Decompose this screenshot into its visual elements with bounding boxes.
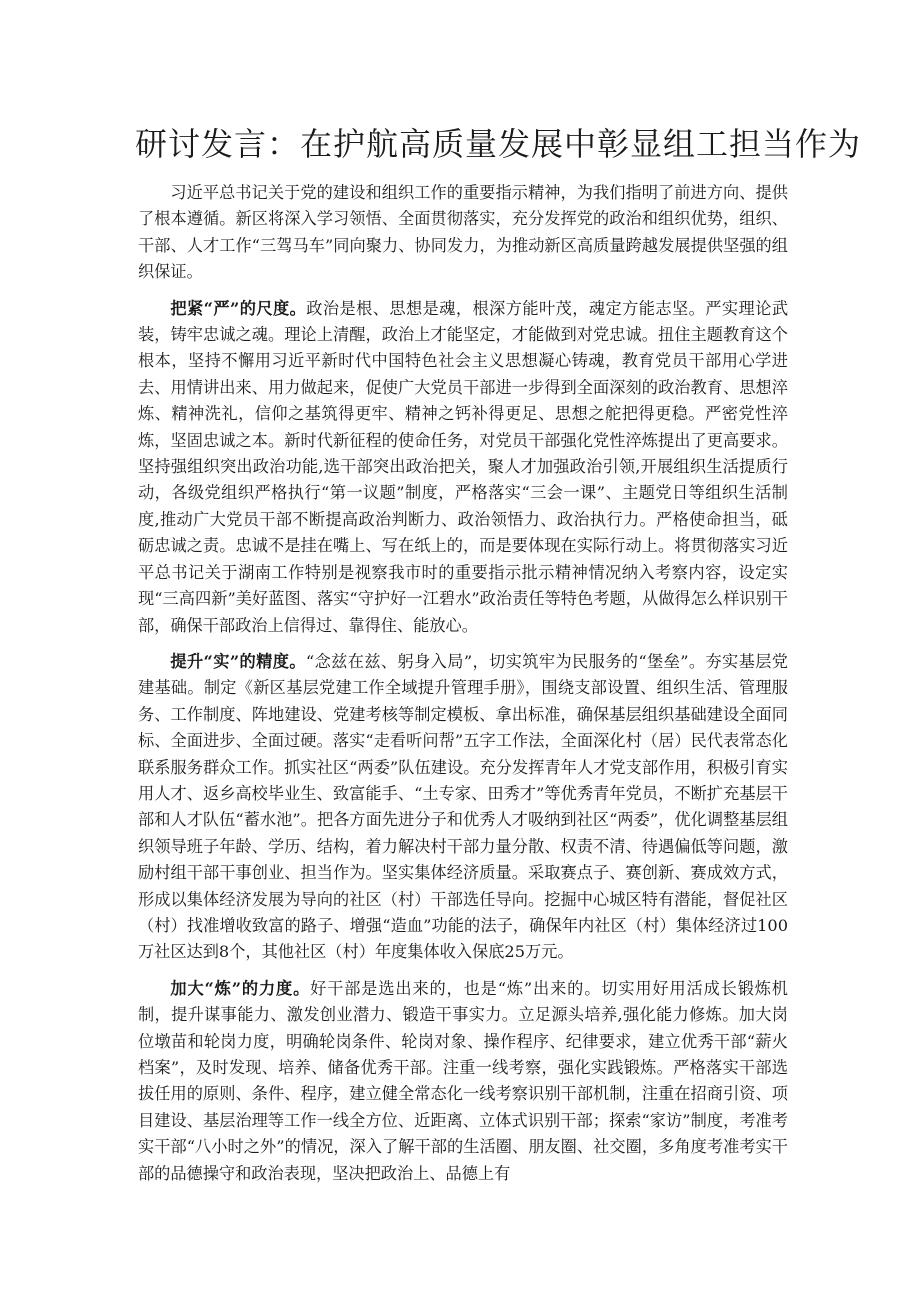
document-title: 研讨发言：在护航高质量发展中彰显组工担当作为 bbox=[135, 125, 862, 163]
paragraph-lead: 提升“实”的精度。 bbox=[170, 651, 306, 671]
paragraph-intro bbox=[138, 180, 788, 286]
paragraph-practical bbox=[138, 649, 788, 966]
paragraph-text: 好干部是选出来的，也是“炼”出来的。切实用好用活成长锻炼机制，提升谋事能力、激发创业潜力、锻造干事实力。立足源头培养,强化能力修炼。加大岗位墩苗和轮岗力度，明确轮岗条件、轮岗对象、操作程序、纪律要求，建立优秀干部“薪火档案”，及时发现、培养、储备优秀干部。注重一线考察，强化实践锻炼。严格落实干部选拔任用的原则、条件、程序，建立健全常态化一线考察识别干部机制，注重在招商引资、项目建设、基层治理等工作一线全方位、近距离、立体式识别干部；探索“家访”制度，考准考实干部“八小时之外”的情况，深入了解干部的生活圈、朋友圈、社交圈，多角度考准考实干部的品德操守和政治表现，坚决把政治上、品德上有 bbox=[138, 978, 788, 1183]
paragraph-text: 政治是根、思想是魂，根深方能叶茂，魂定方能志坚。严实理论武装，铸牢忠诚之魂。理论上清醒，政治上才能坚定，才能做到对党忠诚。扭住主题教育这个根本，坚持不懈用习近平新时代中国特色社会主义思想凝心铸魂，教育党员干部用心学进去、用情讲出来、用力做起来，促使广大党员干部进一步得到全面深刻的政治教育、思想淬炼、精神洗礼，信仰之基筑得更牢、精神之钙补得更足、思想之舵把得更稳。严密党性淬炼，坚固忠诚之本。新时代新征程的使命任务，对党员干部强化党性淬炼提出了更高要求。坚持强组织突出政治功能,选干部突出政治把关，聚人才加强政治引领,开展组织生活提质行动，各级党组织严格执行“第一议题”制度，严格落实“三会一课”、主题党日等组织生活制度,推动广大党员干部不断提高政治判断力、政治领悟力、政治执行力。严格使命担当，砥砺忠诚之责。忠诚不是挂在嘴上、写在纸上的，而是要体现在实际行动上。将贯彻落实习近平总书记关于湖南工作特别是视察我市时的重要指示批示精神情况纳入考察内容，设定实现“三高四新”美好蓝图、落实“守护好一江碧水”政治责任等特色考题，从做得怎么样识别干部，确保干部政治上信得过、靠得住、能放心。 bbox=[138, 298, 789, 635]
paragraph-strict bbox=[138, 296, 788, 639]
document-body bbox=[138, 180, 788, 1187]
paragraph-lead: 加大“炼”的力度。 bbox=[170, 978, 311, 998]
paragraph-lead: 把紧“严”的尺度。 bbox=[170, 298, 307, 318]
paragraph-text: 习近平总书记关于党的建设和组织工作的重要指示精神，为我们指明了前进方向、提供了根本遵循。新区将深入学习领悟、全面贯彻落实，充分发挥党的政治和组织优势，组织、干部、人才工作“三驾马车”同向聚力、协同发力，为推动新区高质量跨越发展提供坚强的组织保证。 bbox=[138, 183, 788, 282]
paragraph-text: “念兹在兹、躬身入局”，切实筑牢为民服务的“堡垒”。夯实基层党建基础。制定《新区基层党建工作全域提升管理手册》，围绕支部设置、组织生活、管理服务、工作制度、阵地建设、党建考核等制定模板、拿出标准，确保基层组织基础建设全面同标、全面进步、全面过硬。落实“走看听问帮”五字工作法，全面深化村（居）民代表常态化联系服务群众工作。抓实社区“两委”队伍建设。充分发挥青年人才党支部作用，积极引育实用人才、返乡高校毕业生、致富能手、“土专家、田秀才”等优秀青年党员，不断扩充基层干部和人才队伍“蓄水池”。把各方面先进分子和优秀人才吸纳到社区“两委”，优化调整基层组织领导班子年龄、学历、结构，着力解决村干部力量分散、权责不清、待遇偏低等问题，激励村组干部干事创业、担当作为。坚实集体经济质量。采取赛点子、赛创新、赛成效方式，形成以集体经济发展为导向的社区（村）干部选任导向。挖掘中心城区特有潜能，督促社区（村）找准增收致富的路子、增强“造血”功能的法子，确保年内社区（村）集体经济过100万社区达到8个，其他社区（村）年度集体收入保底25万元。 bbox=[138, 651, 788, 962]
paragraph-training bbox=[138, 976, 788, 1187]
